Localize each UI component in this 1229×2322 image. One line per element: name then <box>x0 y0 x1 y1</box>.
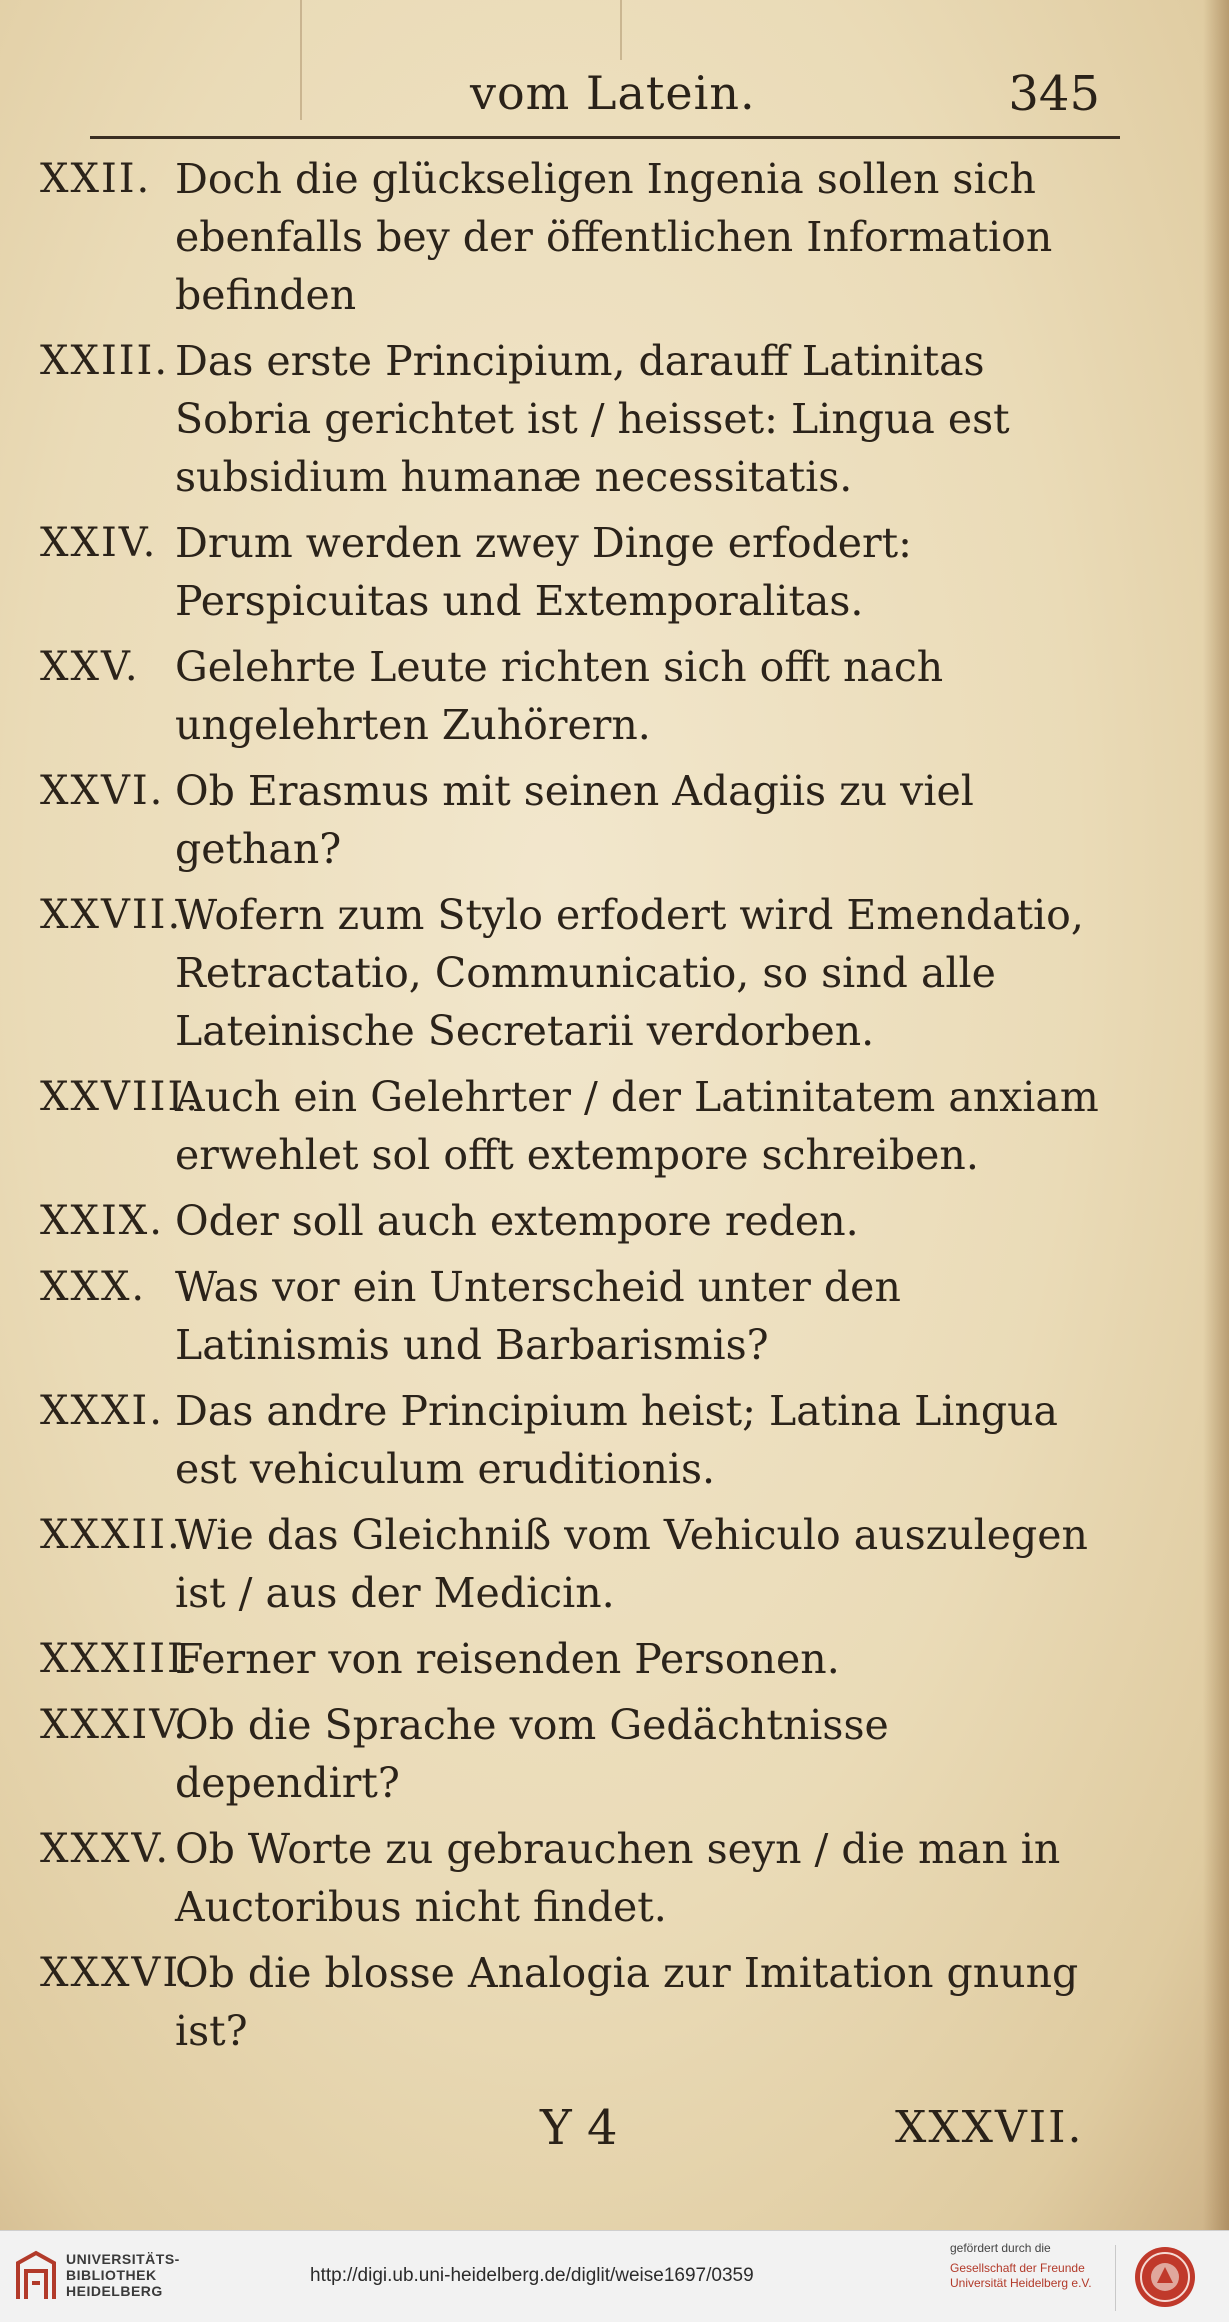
thesis-item <box>40 150 1120 324</box>
catchword: XXXVII. <box>895 2102 1084 2153</box>
signature-mark: Y 4 <box>540 2100 618 2156</box>
thesis-item <box>40 1382 1120 1498</box>
sponsor-label: gefördert durch die <box>950 2241 1051 2255</box>
thesis-number: XXXIV. <box>40 1702 188 1748</box>
library-name-line: HEIDELBERG <box>66 2283 163 2299</box>
thesis-number: XXIII. <box>40 338 170 384</box>
thesis-number: XXV. <box>40 644 140 690</box>
library-name[interactable] <box>66 2251 180 2299</box>
header-rule <box>90 136 1120 139</box>
thesis-text: Das erste Principium, darauff Latinitas Sobria gerichtet ist / heisset: Lingua est subsidium humanæ necessitatis. <box>175 337 1010 501</box>
thesis-number: XXXVI. <box>40 1950 195 1996</box>
sponsor-name-line: Gesellschaft der Freunde <box>950 2261 1085 2275</box>
thesis-text: Gelehrte Leute richten sich offt nach ungelehrten Zuhörern. <box>175 643 944 749</box>
thesis-text: Auch ein Gelehrter / der Latinitatem anxiam erwehlet sol offt extempore schreiben. <box>175 1073 1099 1179</box>
thesis-text: Drum werden zwey Dinge erfodert: Perspicuitas und Extemporalitas. <box>175 519 912 625</box>
thesis-text: Doch die glückseligen Ingenia sollen sich ebenfalls bey der öffentlichen Information befinden <box>175 155 1053 319</box>
thesis-number: XXVI. <box>40 768 165 814</box>
library-name-line: UNIVERSITÄTS- <box>66 2251 180 2267</box>
thesis-number: XXVII. <box>40 892 183 938</box>
thesis-item <box>40 1068 1120 1184</box>
thesis-item <box>40 1506 1120 1622</box>
library-name-line: BIBLIOTHEK <box>66 2267 157 2283</box>
thesis-number: XXXI. <box>40 1388 164 1434</box>
thesis-text: Was vor ein Unterscheid unter den Latinismis und Barbarismis? <box>175 1263 901 1369</box>
thesis-text: Ob die blosse Analogia zur Imitation gnung ist? <box>175 1949 1079 2055</box>
thesis-text: Wofern zum Stylo erfodert wird Emendatio, Retractatio, Communicatio, so sind alle Lateinische Secretarii verdorben. <box>175 891 1084 1055</box>
thesis-number: XXX. <box>40 1264 147 1310</box>
permalink-url[interactable]: http://digi.ub.uni-heidelberg.de/diglit/weise1697/0359 <box>310 2265 754 2286</box>
divider <box>1115 2245 1116 2311</box>
thesis-item <box>40 1696 1120 1812</box>
sponsor-name-line: Universität Heidelberg e.V. <box>950 2276 1092 2290</box>
theses-list <box>40 150 1120 2068</box>
thesis-item <box>40 886 1120 1060</box>
page-number: 345 <box>1008 66 1100 122</box>
thesis-text: Das andre Principium heist; Latina Lingua est vehiculum eruditionis. <box>175 1387 1058 1493</box>
university-seal-icon[interactable] <box>1133 2245 1197 2309</box>
thesis-number: XXIX. <box>40 1198 164 1244</box>
thesis-text: Ob Erasmus mit seinen Adagiis zu viel gethan? <box>175 767 974 873</box>
thesis-item <box>40 638 1120 754</box>
thesis-number: XXXII. <box>40 1512 182 1558</box>
thesis-item <box>40 1192 1120 1250</box>
page-edge-shadow <box>1203 0 1229 2230</box>
thesis-text: Wie das Gleichniß vom Vehiculo auszulegen ist / aus der Medicin. <box>175 1511 1088 1617</box>
thesis-item <box>40 1258 1120 1374</box>
running-head: vom Latein. <box>470 66 756 120</box>
university-library-logo-icon[interactable] <box>12 2249 60 2305</box>
viewer-footer-bar <box>0 2230 1229 2322</box>
thesis-text: Ob Worte zu gebrauchen seyn / die man in Auctoribus nicht findet. <box>175 1825 1061 1931</box>
thesis-item <box>40 514 1120 630</box>
thesis-text: Ferner von reisenden Personen. <box>175 1635 840 1683</box>
thesis-number: XXIV. <box>40 520 158 566</box>
thesis-item <box>40 762 1120 878</box>
thesis-number: XXXV. <box>40 1826 171 1872</box>
paper-fold-mark <box>620 0 622 60</box>
thesis-item <box>40 1944 1120 2060</box>
thesis-number: XXXIII. <box>40 1636 200 1682</box>
thesis-text: Oder soll auch extempore reden. <box>175 1197 859 1245</box>
sponsor-block[interactable] <box>950 2241 1125 2291</box>
thesis-number: XXVIII. <box>40 1074 200 1120</box>
thesis-text: Ob die Sprache vom Gedächtnisse dependirt? <box>175 1701 889 1807</box>
page-header <box>90 58 1120 140</box>
thesis-number: XXII. <box>40 156 152 202</box>
thesis-item <box>40 332 1120 506</box>
thesis-item <box>40 1820 1120 1936</box>
thesis-item <box>40 1630 1120 1688</box>
